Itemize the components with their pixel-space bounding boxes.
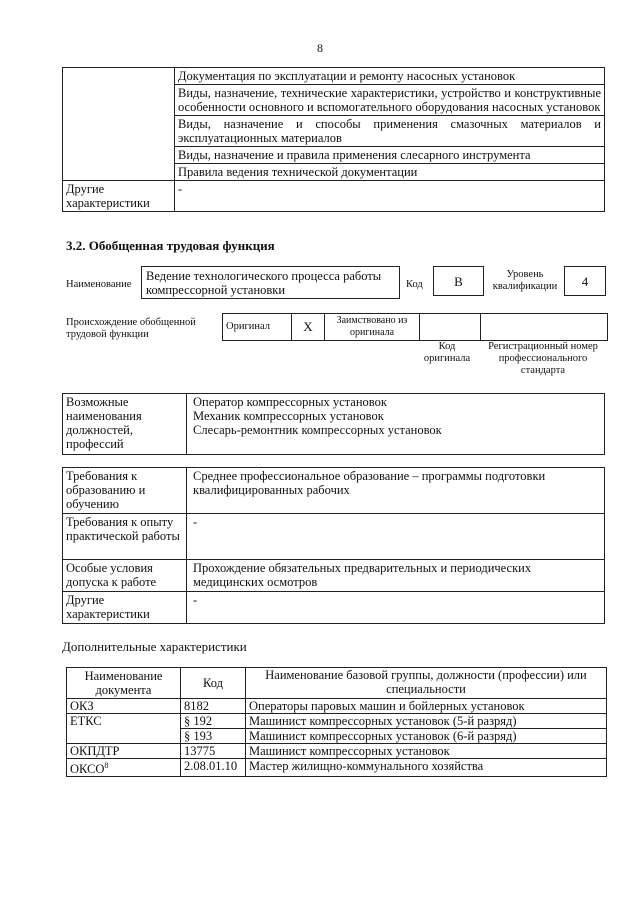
row-code: § 192 — [181, 714, 246, 729]
name-label: Наименование — [66, 279, 132, 290]
row-code: 13775 — [181, 744, 246, 759]
knowledge-label-cell — [63, 68, 175, 181]
header-code: Код — [181, 668, 246, 699]
requirements-table — [62, 467, 605, 624]
origin-label: Происхождение обобщенной трудовой функции — [66, 317, 196, 340]
header-document: Наименование документа — [67, 668, 181, 699]
knowledge-item: Виды, назначение и способы применения смазочных материалов и эксплуатационных материалов — [175, 116, 605, 147]
original-label: Оригинал — [223, 314, 292, 341]
position-item: Механик компрессорных установок — [193, 409, 384, 423]
page-number: 8 — [317, 41, 323, 55]
row-name: Машинист компрессорных установок — [246, 744, 607, 759]
code-original-cell — [420, 314, 481, 341]
reg-number-label: Регистрационный номер профессионального стандарта — [488, 341, 598, 376]
row-doc-text: ОКСО — [70, 762, 105, 777]
table-row — [67, 714, 607, 729]
other-characteristics-value: - — [175, 181, 605, 212]
row-doc: ОКПДТР — [67, 744, 181, 759]
table-row — [67, 699, 607, 714]
code-value-box: B — [433, 266, 484, 296]
knowledge-item: Правила ведения технической документации — [175, 164, 605, 181]
reg-number-cell — [481, 314, 608, 341]
level-label: Уровень квалификации — [492, 269, 558, 292]
section-title: 3.2. Обобщенная трудовая функция — [66, 238, 275, 253]
special-conditions-label: Особые условия допуска к работе — [63, 560, 187, 592]
row-doc: ОКЗ — [67, 699, 181, 714]
positions-table — [62, 393, 605, 455]
knowledge-item: Виды, назначение и правила применения слесарного инструмента — [175, 147, 605, 164]
function-name-box: Ведение технологического процесса работы компрессорной установки — [141, 266, 400, 299]
other-value: - — [187, 592, 605, 624]
positions-label: Возможные наименования должностей, профессий — [63, 394, 187, 455]
row-code: 8182 — [181, 699, 246, 714]
row-name: Машинист компрессорных установок (5-й разряд) — [246, 714, 607, 729]
position-item: Слесарь-ремонтник компрессорных установок — [193, 423, 442, 437]
row-code: 2.08.01.10 — [181, 759, 246, 777]
row-name: Машинист компрессорных установок (6-й разряд) — [246, 729, 607, 744]
code-label: Код — [406, 279, 423, 290]
borrowed-label: Заимствовано из оригинала — [325, 314, 420, 341]
level-value-box: 4 — [564, 266, 606, 296]
knowledge-item: Виды, назначение, технические характеристики, устройство и конструктивные особенности основного и вспомогательного оборудования насосных установок — [175, 85, 605, 116]
experience-label: Требования к опыту практической работы — [63, 514, 187, 560]
knowledge-item: Документация по эксплуатации и ремонту насосных установок — [175, 68, 605, 85]
other-characteristics-label: Другие характеристики — [63, 181, 175, 212]
education-value: Среднее профессиональное образование – программы подготовки квалифицированных рабочих — [187, 468, 605, 514]
experience-value: - — [187, 514, 605, 560]
table-row — [67, 744, 607, 759]
knowledge-table — [62, 67, 605, 212]
original-mark: X — [292, 314, 325, 341]
code-original-label: Код оригинала — [423, 341, 471, 364]
row-code: § 193 — [181, 729, 246, 744]
row-name: Мастер жилищно-коммунального хозяйства — [246, 759, 607, 777]
additional-title: Дополнительные характеристики — [62, 639, 247, 654]
additional-table — [66, 667, 607, 777]
row-doc — [67, 759, 181, 777]
education-label: Требования к образованию и обучению — [63, 468, 187, 514]
special-conditions-value: Прохождение обязательных предварительных и периодических медицинских осмотров — [187, 560, 605, 592]
header-name: Наименование базовой группы, должности (профессии) или специальности — [246, 668, 607, 699]
origin-table — [222, 313, 608, 341]
footnote-marker: 8 — [104, 761, 109, 770]
other-label: Другие характеристики — [63, 592, 187, 624]
row-name: Операторы паровых машин и бойлерных установок — [246, 699, 607, 714]
table-row — [67, 759, 607, 777]
position-item: Оператор компрессорных установок — [193, 395, 387, 409]
row-doc: ЕТКС — [67, 714, 181, 744]
